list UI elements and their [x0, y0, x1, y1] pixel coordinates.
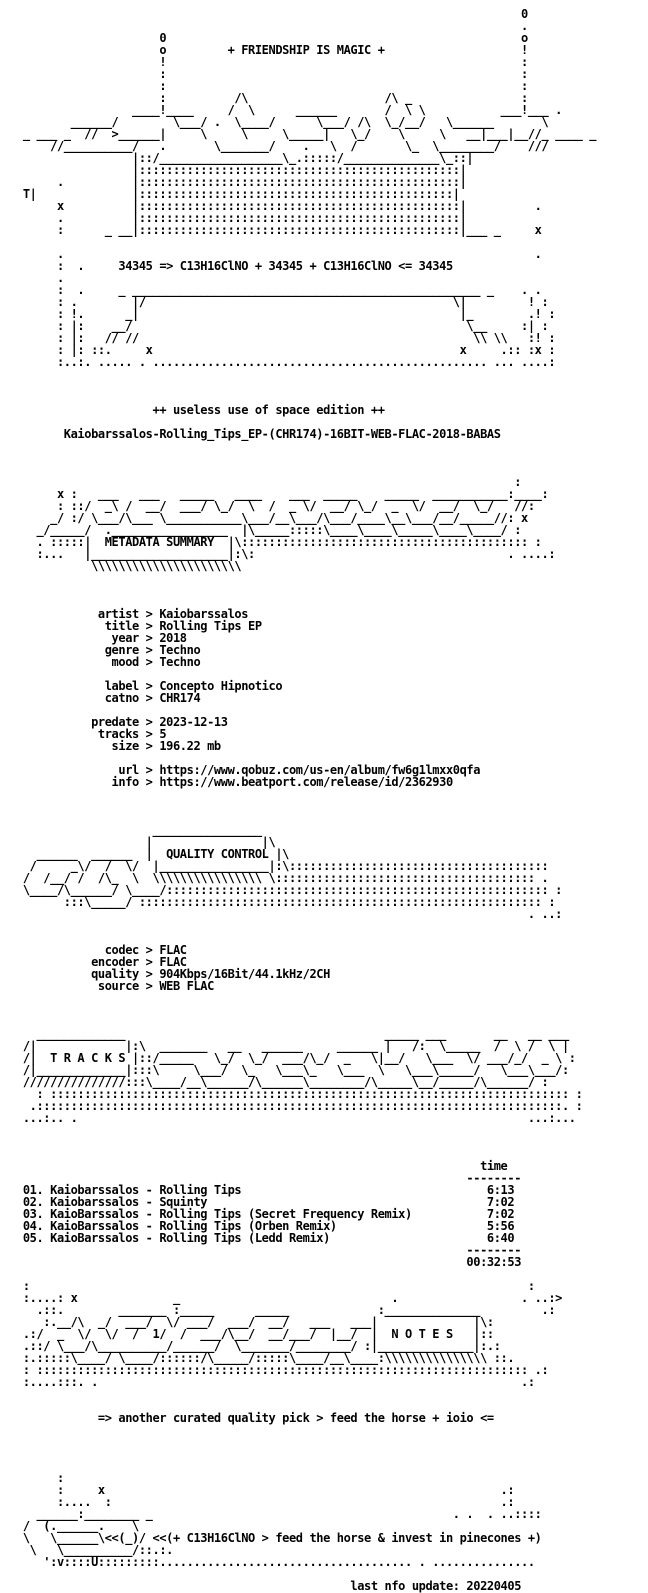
nfo-line: \ \______\<<(_)/ <<(+ C13H16ClNO > feed the horse & invest in pinecones +): [16, 1531, 542, 1545]
nfo-line: o + FRIENDSHIP IS MAGIC + !: [16, 43, 528, 57]
nfo-line: time: [16, 1159, 508, 1173]
nfo-line: url > https://www.qobuz.com/us-en/album/fw6g1lmxx0qfa: [16, 763, 481, 777]
nfo-line: encoder > FLAC: [16, 955, 187, 969]
nfo-line: |::/__________________\_.:::::/______________\_::|: [16, 151, 474, 165]
nfo-line: [16, 380, 596, 392]
nfo-line: :..:. ..... . ................................................. ... ....:: [16, 355, 556, 369]
nfo-line: .::/ \___/\__________/______/ \_______/________/ :|______________|:.:: [16, 1339, 501, 1353]
nfo-line: title > Rolling Tips EP: [16, 619, 262, 633]
nfo-line: [16, 584, 596, 596]
nfo-line: ______:________ _ . . . ..::::: [16, 1507, 542, 1521]
nfo-line: T| |::::::::::::::::::::::::::::::::::::::::::::::|: [16, 187, 460, 201]
nfo-line: source > WEB FLAC: [16, 979, 214, 993]
nfo-line: [16, 1436, 596, 1448]
nfo-line: .: [16, 271, 64, 285]
nfo-line: info > https://www.beatport.com/release/id/2362930: [16, 775, 453, 789]
nfo-line: 01. Kaiobarssalos - Rolling Tips 6:13: [16, 1183, 515, 1197]
nfo-line: [16, 572, 596, 584]
nfo-line: artist > Kaiobarssalos: [16, 607, 249, 621]
nfo-line: _ ___ _ // >______| \ \ \_____| \_/ \ \ __|___|__//_ ____ _: [16, 127, 597, 141]
nfo-line: . :::::| METADATA SUMMARY |\:::::::::::::::::::::::::::::::::::::::::: :: [16, 535, 542, 549]
nfo-line: quality > 904Kbps/16Bit/44.1kHz/2CH: [16, 967, 330, 981]
nfo-line: tracks > 5: [16, 727, 167, 741]
nfo-line: 0 o: [16, 31, 528, 45]
nfo-line: [16, 368, 596, 380]
nfo-line: : . 34345 => C13H16ClNO + 34345 + C13H16ClNO <= 34345: [16, 259, 453, 273]
nfo-line: ____!____ / \ ______ / \ \ ___!___ .: [16, 103, 562, 117]
nfo-line: year > 2018: [16, 631, 187, 645]
nfo-line: ++ useless use of space edition ++: [16, 403, 385, 417]
nfo-line: genre > Techno: [16, 643, 201, 657]
nfo-line: | |\: [16, 835, 276, 849]
nfo-line: : :: [16, 67, 528, 81]
nfo-line: [16, 788, 596, 800]
nfo-line: x |:::::::::::::::::::::::::::::::::::::::::::::::| .: [16, 199, 542, 213]
nfo-line: : . |/ \| ! :: [16, 295, 549, 309]
nfo-line: ______/ \___/ . \____/ \___/ /\ \_/__/ \______ \: [16, 115, 549, 129]
nfo-line: Kaiobarssalos-Rolling_Tips_EP-(CHR174)-16BIT-WEB-FLAC-2018-BABAS: [16, 427, 501, 441]
nfo-line: _/_____/ ._________________ |\_____:::::\____\____\_____\____\____/ :: [16, 523, 522, 537]
nfo-line: ______ ______ | QUALITY CONTROL |\: [16, 847, 289, 861]
nfo-line: //__________/ . \_______/ . \ / \_ \________/ ///: [16, 139, 549, 153]
nfo-line: :.:::::\____/ \____/::::::/\_____/:::::\____/__\____:\\\\\\\\\\\\\\\ ::.: [16, 1351, 515, 1365]
nfo-line: 03. KaioBarssalos - Rolling Tips (Secret Frequency Remix) 7:02: [16, 1207, 515, 1221]
nfo-line: [16, 1004, 596, 1016]
nfo-line: [16, 1388, 596, 1400]
nfo-line: \ \__________/::.:.: [16, 1543, 173, 1557]
nfo-line: : |: __/ \__ :| :: [16, 319, 549, 333]
nfo-line: 05. KaioBarssalos - Rolling Tips (Ledd Remix) 6:40: [16, 1231, 515, 1245]
nfo-line: . .: [16, 247, 542, 261]
nfo-line: :.__/\ _/ ___/ \/ ___/ ___/ __/ ___ ___| |\:: [16, 1315, 494, 1329]
nfo-line: size > 196.22 mb: [16, 739, 221, 753]
nfo-line: : x .:: [16, 1483, 515, 1497]
nfo-line: ':v::::U:::::::::..................................... . ...............: [16, 1555, 535, 1569]
nfo-line: ...:.. . ...:...: [16, 1111, 576, 1125]
nfo-line: _____________ _____ ___ __ __ ___: [16, 1027, 569, 1041]
nfo-line: . |:::::::::::::::::::::::::::::::::::::::::::::::|: [16, 211, 467, 225]
nfo-line: ! :: [16, 55, 528, 69]
nfo-line: : :::::::::::::::::::::::::::::::::::::::::::::::::::::::::::::::::::::::: .:: [16, 1363, 549, 1377]
nfo-line: \\\\\\\\\\\\\\\\\\\\\\: [16, 559, 242, 573]
nfo-line: / /__/ / /\_ \ \\\\\\\\\\\\\\\\ \:::::::::::::::::::::::::::::::::::::: .: [16, 871, 549, 885]
nfo-line: catno > CHR174: [16, 691, 201, 705]
nfo-line: : ::/ _\ / __/ ___/ \_/ \ / _ \/ __/ \_/ _ \/ __/ \_/ //:: [16, 499, 535, 513]
nfo-line: : /\ /\ _ :: [16, 91, 528, 105]
nfo-line: / (.______. \: [16, 1519, 139, 1533]
nfo-line: : . _ ___________________________________________________ _ . .: [16, 283, 542, 297]
nfo-line: : _ __|:::::::::::::::::::::::::::::::::::::::::::::::|___ _ x: [16, 223, 542, 237]
nfo-line: : |: // // \\ \\ :! :: [16, 331, 556, 345]
nfo-line: : :: [16, 79, 528, 93]
nfo-line: :: [16, 1471, 64, 1485]
nfo-line: . |:::::::::::::::::::::::::::::::::::::::::::::::|: [16, 175, 467, 189]
nfo-line: 02. Kaiobarssalos - Squinty 7:02: [16, 1195, 515, 1209]
nfo-line: : !. _| |_ .! :: [16, 307, 556, 321]
nfo-line: . ..:: [16, 907, 562, 921]
nfo-line: 00:32:53: [16, 1255, 522, 1269]
nfo-line: :... |____________________|:\: . ....:: [16, 547, 556, 561]
nfo-line: predate > 2023-12-13: [16, 715, 228, 729]
nfo-line: ///////////////:::\____/__\______/\______\________/\_____\__/_____/\______/ :: [16, 1075, 549, 1089]
nfo-line: [16, 1424, 596, 1436]
nfo-text-block: [16, 8, 596, 1592]
nfo-line: : :: [16, 1279, 535, 1293]
nfo-line: [16, 992, 596, 1004]
nfo-line: / _\/ / \/ |________________|:\::::::::::::::::::::::::::::::::::::::: [16, 859, 549, 873]
nfo-line: mood > Techno: [16, 655, 201, 669]
nfo-line: --------: [16, 1171, 522, 1185]
nfo-line: .:/ _ \/ \/ / 1/ / ___/\__/ __/___/ |__/ | N O T E S |::: [16, 1327, 494, 1341]
nfo-line: .:::::::::::::::::::::::::::::::::::::::::::::::::::::::::::::::::::::::::::::. :: [16, 1099, 583, 1113]
nfo-line: /| |:\ _______ __ ______ ______ | /: \_____ / \ / \ |: [16, 1039, 569, 1053]
nfo-line: [16, 440, 596, 452]
nfo-line: .::. _______ :_____ _____ :______________ .:: [16, 1303, 556, 1317]
nfo-line: :: [16, 475, 522, 489]
nfo-line: ________________: [16, 823, 262, 837]
nfo-line: _/ :/ \___/\___ \___________\___/__\___/\___/____\__\___/__/_____//: x: [16, 511, 528, 525]
nfo-line: [16, 800, 596, 812]
nfo-line: --------: [16, 1243, 522, 1257]
nfo-line: [16, 1124, 596, 1136]
nfo-line: codec > FLAC: [16, 943, 187, 957]
nfo-line: : |: ::. x x .:: :x :: [16, 343, 556, 357]
nfo-line: x : ___ ___ _____ ____ ___ _____ _____ ___________:____:: [16, 487, 549, 501]
nfo-line: [16, 1460, 596, 1472]
nfo-line: 04. KaioBarssalos - Rolling Tips (Orben Remix) 5:56: [16, 1219, 515, 1233]
nfo-line: \____/\______/ \____/:::::::::::::::::::::::::::::::::::::::::::::::::::::::: :: [16, 883, 562, 897]
nfo-line: : :::::::::::::::::::::::::::::::::::::::::::::::::::::::::::::::::::::::::::: :: [16, 1087, 583, 1101]
nfo-line: => another curated quality pick > feed the horse + ioio <=: [16, 1411, 494, 1425]
nfo-line: :....: x _ . . ..:>: [16, 1291, 562, 1305]
nfo-line: [16, 1448, 596, 1460]
nfo-line: [16, 1568, 596, 1580]
nfo-line: [16, 1136, 596, 1148]
nfo-line: :::\_____/ ::::::::::::::::::::::::::::::::::::::::::::::::::::::::::: :: [16, 895, 556, 909]
nfo-line: label > Concepto Hipnotico: [16, 679, 283, 693]
nfo-line: :....:::. . .:: [16, 1375, 535, 1389]
nfo-line: :.... : .:: [16, 1495, 515, 1509]
nfo-line: .: [16, 19, 528, 33]
nfo-line: [16, 920, 596, 932]
nfo-line: [16, 452, 596, 464]
nfo-line: last nfo update: 20220405: [16, 1579, 522, 1593]
nfo-line: |:::::::::::::::::::::::::::::::::::::::::::::::|: [16, 163, 467, 177]
nfo-line: /|_____________|:::\ \___/ \_ \___\_ \___ \ \___\_____/ \___\___/:: [16, 1063, 569, 1077]
nfo-line: 0: [16, 7, 528, 21]
nfo-line: /| T R A C K S |::/_____ \_/ \_/ ___/\_/ _ \|__/ \___ \/ ___/_/ _ \ :: [16, 1051, 576, 1065]
